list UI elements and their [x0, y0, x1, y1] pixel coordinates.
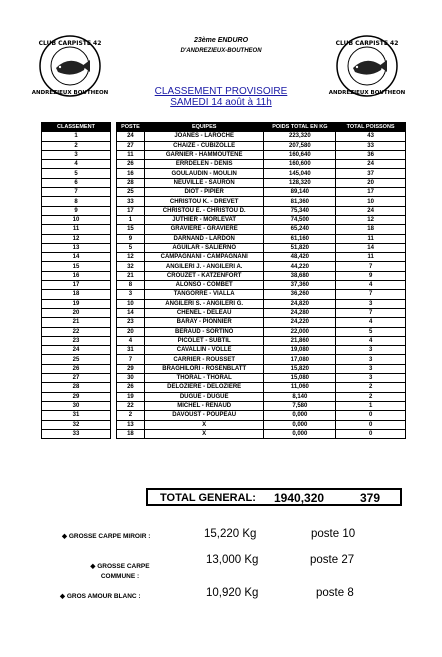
- poste-cell: 8: [117, 281, 145, 290]
- team-cell: GRAVIERE - GRAVIERE: [144, 225, 264, 234]
- table-row: [117, 281, 406, 290]
- poste-cell: 24: [117, 132, 145, 141]
- poste-cell: 14: [117, 308, 145, 317]
- team-cell: NEUVILLE - SAURON: [144, 178, 264, 187]
- rank-cell: 19: [42, 299, 111, 308]
- fish-cell: 0: [336, 420, 406, 429]
- rank-cell: 9: [42, 206, 111, 215]
- rank-row: [42, 169, 111, 178]
- rank-row: [42, 411, 111, 420]
- team-cell: ALONSO - COMBET: [144, 281, 264, 290]
- weight-cell: 74,500: [264, 215, 336, 224]
- table-row: [117, 420, 406, 429]
- rank-cell: 20: [42, 308, 111, 317]
- rank-row: [42, 234, 111, 243]
- team-cell: CHAIZE - CUBIZOLLE: [144, 141, 264, 150]
- poste-cell: 12: [117, 253, 145, 262]
- rank-cell: 16: [42, 271, 111, 280]
- poste-cell: 5: [117, 243, 145, 252]
- fish-cell: 18: [336, 225, 406, 234]
- fish-cell: 7: [336, 262, 406, 271]
- rank-cell: 24: [42, 346, 111, 355]
- poste-cell: 25: [117, 188, 145, 197]
- fish-cell: 3: [336, 355, 406, 364]
- rank-cell: 12: [42, 234, 111, 243]
- poste-cell: 29: [117, 364, 145, 373]
- total-fish: 379: [360, 491, 381, 505]
- weight-cell: 0,000: [264, 411, 336, 420]
- prize-poste-miroir: poste 10: [311, 528, 356, 540]
- poste-cell: 20: [117, 327, 145, 336]
- rank-cell: 27: [42, 374, 111, 383]
- fish-cell: 24: [336, 160, 406, 169]
- results-table: [116, 122, 406, 439]
- prize-weight-commune: 13,000 Kg: [206, 554, 259, 566]
- rank-row: [42, 188, 111, 197]
- fish-cell: 5: [336, 327, 406, 336]
- total-label: TOTAL GENERAL:: [160, 492, 256, 504]
- weight-cell: 160,640: [264, 150, 336, 159]
- total-weight: 1940,320: [274, 491, 325, 505]
- table-row: [117, 429, 406, 438]
- poste-cell: 2: [117, 411, 145, 420]
- team-cell: PICOLET - SUBTIL: [144, 336, 264, 345]
- weight-cell: 160,600: [264, 160, 336, 169]
- poste-cell: 17: [117, 206, 145, 215]
- svg-text:ANDREZIEUX BOUTHEON: ANDREZIEUX BOUTHEON: [328, 90, 406, 96]
- rank-row: [42, 290, 111, 299]
- rank-row: [42, 141, 111, 150]
- rank-row: [42, 160, 111, 169]
- total-box: [146, 488, 402, 506]
- rank-row: [42, 429, 111, 438]
- rank-table: [41, 122, 111, 439]
- fish-cell: 37: [336, 169, 406, 178]
- table-row: [117, 346, 406, 355]
- team-cell: DARNAND - LARDON: [144, 234, 264, 243]
- table-row: [117, 411, 406, 420]
- table-row: [117, 253, 406, 262]
- rank-row: [42, 318, 111, 327]
- poste-cell: 9: [117, 234, 145, 243]
- rank-row: [42, 281, 111, 290]
- team-cell: JOANES - LAROCHE: [144, 132, 264, 141]
- rank-row: [42, 243, 111, 252]
- table-row: [117, 225, 406, 234]
- table-row: [117, 327, 406, 336]
- poste-cell: 22: [117, 401, 145, 410]
- poste-cell: 16: [117, 169, 145, 178]
- col-header-poissons: TOTAL POISSONS: [336, 123, 406, 132]
- event-title: 23ème ENDURO: [193, 37, 249, 44]
- fish-cell: 0: [336, 411, 406, 420]
- poste-cell: 31: [117, 346, 145, 355]
- prize-weight-amour: 10,920 Kg: [206, 587, 259, 599]
- rank-row: [42, 178, 111, 187]
- rank-row: [42, 262, 111, 271]
- team-cell: JUTHIER - MORLEVAT: [144, 215, 264, 224]
- rank-cell: 29: [42, 392, 111, 401]
- event-location: D'ANDREZIEUX-BOUTHEON: [180, 48, 262, 54]
- weight-cell: 0,000: [264, 429, 336, 438]
- weight-cell: 51,820: [264, 243, 336, 252]
- table-row: [117, 383, 406, 392]
- rank-row: [42, 150, 111, 159]
- weight-cell: 15,820: [264, 364, 336, 373]
- fish-cell: 2: [336, 392, 406, 401]
- weight-cell: 11,060: [264, 383, 336, 392]
- weight-cell: 0,000: [264, 420, 336, 429]
- team-cell: ANGILERI J. - ANGILERI A.: [144, 262, 264, 271]
- poste-cell: 23: [117, 318, 145, 327]
- poste-cell: 21: [117, 271, 145, 280]
- team-cell: AGUILAR - SALIERNO: [144, 243, 264, 252]
- team-cell: BARAY - PIONNIER: [144, 318, 264, 327]
- rank-cell: 11: [42, 225, 111, 234]
- rank-cell: 26: [42, 364, 111, 373]
- table-row: [117, 141, 406, 150]
- poste-cell: 10: [117, 299, 145, 308]
- col-header-equipes: EQUIPES: [144, 123, 264, 132]
- rank-cell: 6: [42, 178, 111, 187]
- weight-cell: 22,000: [264, 327, 336, 336]
- team-cell: CHENEL - DELEAU: [144, 308, 264, 317]
- team-cell: CAMPAGNANI - CAMPAGNANI: [144, 253, 264, 262]
- weight-cell: 24,220: [264, 318, 336, 327]
- table-row: [117, 355, 406, 364]
- rank-cell: 3: [42, 150, 111, 159]
- table-row: [117, 234, 406, 243]
- weight-cell: 128,320: [264, 178, 336, 187]
- team-cell: THORAL - THORAL: [144, 374, 264, 383]
- fish-cell: 3: [336, 346, 406, 355]
- fish-cell: 3: [336, 364, 406, 373]
- rank-cell: 13: [42, 243, 111, 252]
- rank-row: [42, 383, 111, 392]
- classement-title: CLASSEMENT PROVISOIRE: [154, 86, 288, 97]
- weight-cell: 44,220: [264, 262, 336, 271]
- rank-cell: 33: [42, 429, 111, 438]
- table-row: [117, 308, 406, 317]
- team-cell: CARRIER - ROUSSET: [144, 355, 264, 364]
- poste-cell: 32: [117, 262, 145, 271]
- rank-row: [42, 197, 111, 206]
- team-cell: MICHEL - RENAUD: [144, 401, 264, 410]
- bullet-icon: ◆: [90, 563, 96, 570]
- fish-cell: 0: [336, 429, 406, 438]
- poste-cell: 27: [117, 141, 145, 150]
- team-cell: CAVALLIN - VOLLE: [144, 346, 264, 355]
- rank-cell: 28: [42, 383, 111, 392]
- table-row: [117, 299, 406, 308]
- team-cell: BERAUD - SORTINO: [144, 327, 264, 336]
- poste-cell: 1: [117, 215, 145, 224]
- rank-cell: 31: [42, 411, 111, 420]
- fish-cell: 4: [336, 281, 406, 290]
- rank-row: [42, 420, 111, 429]
- fish-cell: 3: [336, 299, 406, 308]
- table-row: [117, 188, 406, 197]
- weight-cell: 15,080: [264, 374, 336, 383]
- weight-cell: 37,360: [264, 281, 336, 290]
- rank-row: [42, 225, 111, 234]
- rank-cell: 25: [42, 355, 111, 364]
- poste-cell: 13: [117, 420, 145, 429]
- weight-cell: 19,080: [264, 346, 336, 355]
- rank-cell: 14: [42, 253, 111, 262]
- rank-cell: 1: [42, 132, 111, 141]
- prize-label-miroir: ◆ GROSSE CARPE MIROIR :: [62, 533, 151, 540]
- table-row: [117, 318, 406, 327]
- rank-cell: 2: [42, 141, 111, 150]
- bullet-icon: ◆: [62, 533, 67, 540]
- weight-cell: 38,680: [264, 271, 336, 280]
- table-row: [117, 364, 406, 373]
- team-cell: GARNIER - HAMMOUTENE: [144, 150, 264, 159]
- poste-cell: 3: [117, 290, 145, 299]
- table-row: [117, 392, 406, 401]
- fish-cell: 10: [336, 197, 406, 206]
- poste-cell: 15: [117, 225, 145, 234]
- weight-cell: 75,340: [264, 206, 336, 215]
- rank-cell: 10: [42, 215, 111, 224]
- weight-cell: 21,860: [264, 336, 336, 345]
- team-cell: X: [144, 429, 264, 438]
- rank-row: [42, 364, 111, 373]
- rank-row: [42, 271, 111, 280]
- weight-cell: 145,040: [264, 169, 336, 178]
- rank-row: [42, 327, 111, 336]
- club-logo-right: [328, 34, 406, 98]
- table-row: [117, 215, 406, 224]
- rank-row: [42, 308, 111, 317]
- rank-cell: 23: [42, 336, 111, 345]
- weight-cell: 24,820: [264, 299, 336, 308]
- classement-date: SAMEDI 14 août à 11h: [170, 97, 272, 108]
- table-row: [117, 401, 406, 410]
- rank-row: [42, 392, 111, 401]
- rank-row: [42, 206, 111, 215]
- prize-label-commune: ◆ GROSSE CARPE COMMUNE :: [90, 563, 150, 580]
- weight-cell: 61,160: [264, 234, 336, 243]
- rank-row: [42, 215, 111, 224]
- fish-cell: 7: [336, 308, 406, 317]
- rank-cell: 4: [42, 160, 111, 169]
- table-row: [117, 150, 406, 159]
- weight-cell: 81,360: [264, 197, 336, 206]
- team-cell: GOULAUDIN - MOULIN: [144, 169, 264, 178]
- weight-cell: 207,580: [264, 141, 336, 150]
- poste-cell: 30: [117, 374, 145, 383]
- svg-text:ANDREZIEUX BOUTHEON: ANDREZIEUX BOUTHEON: [31, 90, 109, 96]
- fish-cell: 12: [336, 215, 406, 224]
- team-cell: DAVOUST - POUPEAU: [144, 411, 264, 420]
- poste-cell: 4: [117, 336, 145, 345]
- team-cell: DIOT - PIPIER: [144, 188, 264, 197]
- weight-cell: 223,320: [264, 132, 336, 141]
- team-cell: CHRISTOU K. - DREVET: [144, 197, 264, 206]
- fish-cell: 11: [336, 234, 406, 243]
- rank-cell: 8: [42, 197, 111, 206]
- rank-cell: 7: [42, 188, 111, 197]
- rank-row: [42, 355, 111, 364]
- weight-cell: 89,140: [264, 188, 336, 197]
- rank-cell: 30: [42, 401, 111, 410]
- table-row: [117, 160, 406, 169]
- rank-cell: 18: [42, 290, 111, 299]
- team-cell: ANGILERI S. - ANGILERI G.: [144, 299, 264, 308]
- prize-poste-commune: poste 27: [310, 554, 355, 566]
- weight-cell: 7,580: [264, 401, 336, 410]
- table-row: [117, 374, 406, 383]
- fish-cell: 17: [336, 188, 406, 197]
- fish-cell: 33: [336, 141, 406, 150]
- rank-row: [42, 374, 111, 383]
- rank-row: [42, 253, 111, 262]
- table-row: [117, 262, 406, 271]
- svg-text:CLUB CARPISTE 42: CLUB CARPISTE 42: [38, 40, 102, 47]
- fish-cell: 4: [336, 318, 406, 327]
- fish-cell: 24: [336, 206, 406, 215]
- bullet-icon: ◆: [60, 593, 65, 600]
- team-cell: CHRISTOU E. - CHRISTOU D.: [144, 206, 264, 215]
- rank-cell: 17: [42, 281, 111, 290]
- poste-cell: 18: [117, 429, 145, 438]
- table-row: [117, 271, 406, 280]
- rank-cell: 21: [42, 318, 111, 327]
- prize-label-amour: ◆ GROS AMOUR BLANC :: [60, 593, 141, 600]
- team-cell: CROUZET - KATZENFORT: [144, 271, 264, 280]
- table-row: [117, 197, 406, 206]
- team-cell: X: [144, 420, 264, 429]
- fish-cell: 11: [336, 253, 406, 262]
- fish-cell: 20: [336, 178, 406, 187]
- fish-cell: 1: [336, 401, 406, 410]
- table-row: [117, 336, 406, 345]
- rank-row: [42, 132, 111, 141]
- weight-cell: 48,420: [264, 253, 336, 262]
- rank-row: [42, 299, 111, 308]
- rank-row: [42, 401, 111, 410]
- fish-cell: 2: [336, 383, 406, 392]
- fish-cell: 43: [336, 132, 406, 141]
- poste-cell: 33: [117, 197, 145, 206]
- col-header-poste: POSTE: [117, 123, 145, 132]
- rank-cell: 32: [42, 420, 111, 429]
- poste-cell: 26: [117, 160, 145, 169]
- table-row: [117, 290, 406, 299]
- svg-text:CLUB CARPISTE 42: CLUB CARPISTE 42: [335, 40, 399, 47]
- prize-weight-miroir: 15,220 Kg: [204, 528, 257, 540]
- fish-cell: 7: [336, 290, 406, 299]
- team-cell: DUGUE - DUGUE: [144, 392, 264, 401]
- weight-cell: 65,240: [264, 225, 336, 234]
- fish-cell: 14: [336, 243, 406, 252]
- table-row: [117, 178, 406, 187]
- fish-cell: 9: [336, 271, 406, 280]
- team-cell: DELOZIERE - DELOZIERE: [144, 383, 264, 392]
- fish-cell: 3: [336, 374, 406, 383]
- col-header-poids: POIDS TOTAL EN KG: [264, 123, 336, 132]
- poste-cell: 19: [117, 392, 145, 401]
- rank-header: CLASSEMENT: [42, 123, 111, 132]
- weight-cell: 8,140: [264, 392, 336, 401]
- team-cell: ERRDELEN - DENIS: [144, 160, 264, 169]
- rank-cell: 5: [42, 169, 111, 178]
- poste-cell: 28: [117, 178, 145, 187]
- weight-cell: 36,260: [264, 290, 336, 299]
- prize-poste-amour: poste 8: [316, 587, 354, 599]
- table-row: [117, 132, 406, 141]
- rank-cell: 22: [42, 327, 111, 336]
- fish-cell: 4: [336, 336, 406, 345]
- rank-row: [42, 346, 111, 355]
- weight-cell: 17,080: [264, 355, 336, 364]
- poste-cell: 7: [117, 355, 145, 364]
- table-row: [117, 243, 406, 252]
- weight-cell: 24,280: [264, 308, 336, 317]
- table-row: [117, 169, 406, 178]
- rank-row: [42, 336, 111, 345]
- poste-cell: 11: [117, 150, 145, 159]
- team-cell: TANGORRE - VIALLA: [144, 290, 264, 299]
- table-row: [117, 206, 406, 215]
- fish-cell: 36: [336, 150, 406, 159]
- rank-cell: 15: [42, 262, 111, 271]
- poste-cell: 26: [117, 383, 145, 392]
- team-cell: BRAGHILORI - ROSENBLATT: [144, 364, 264, 373]
- club-logo-left: [31, 34, 109, 98]
